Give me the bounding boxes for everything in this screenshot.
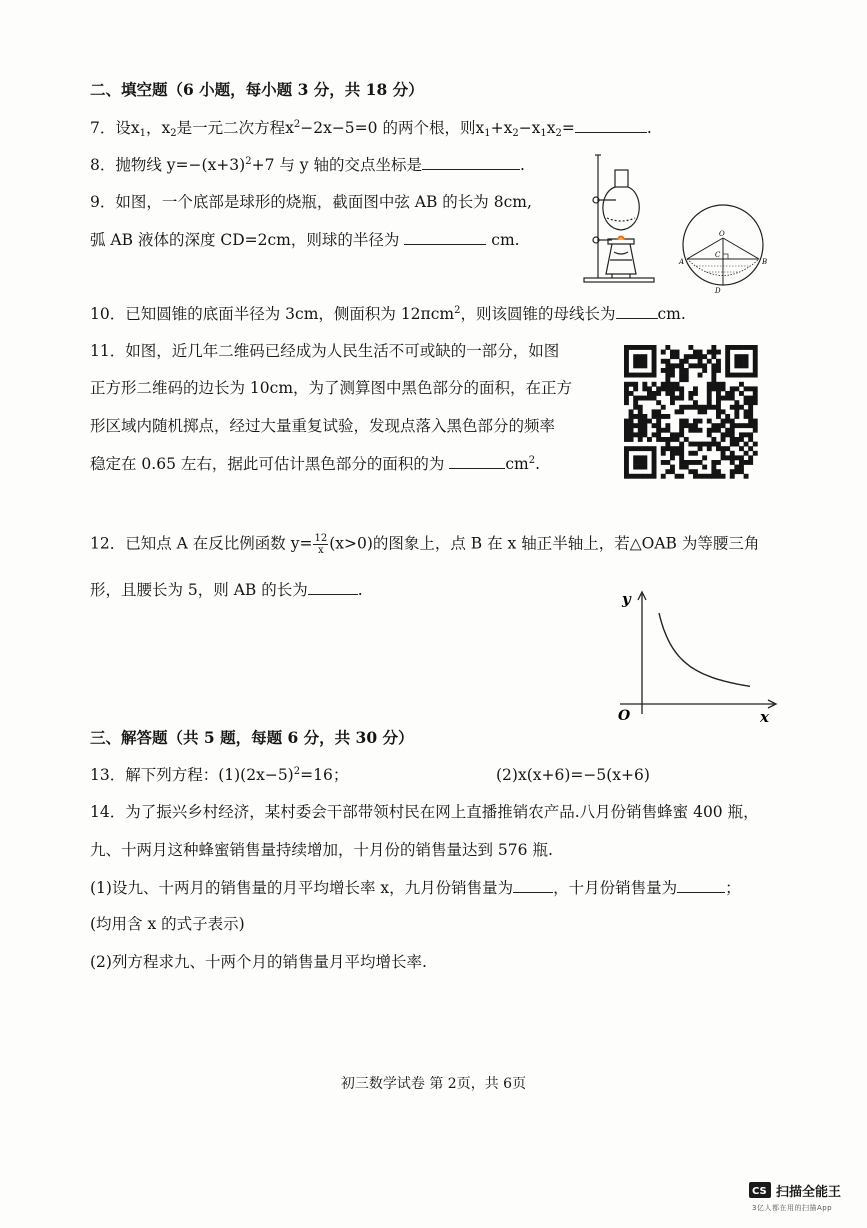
fraction-12-over-x: $\frac{12}{x}$ <box>314 533 328 556</box>
label-c: C <box>715 251 721 259</box>
answer-blank <box>616 303 658 319</box>
page-footer: 初三数学试卷 第 2页，共 6页 <box>340 1076 527 1092</box>
svg-text:CS: CS <box>752 1186 767 1197</box>
label-o: O <box>719 230 725 238</box>
answer-blank <box>422 154 520 170</box>
question-11-line3: 形区域内随机掷点，经过大量重复试验，发现点落入黑色部分的频率 <box>90 417 556 435</box>
answer-blank <box>677 877 725 893</box>
scanner-app-tagline: 3亿人都在用的扫描App <box>752 1204 833 1212</box>
question-14-line3: (1)设九、十两月的销售量的月平均增长率 x，九月份销售量为 ，十月份销售量为 ； <box>90 879 741 897</box>
function-graph <box>612 586 782 726</box>
section-3-heading: 三、解答题（共 5 题，每题 6 分，共 30 分） <box>90 728 414 747</box>
question-8: 8．抛物线 $y=-(x+3)^2+7$ 与 y 轴的交点坐标是 . <box>90 156 525 174</box>
answer-blank <box>575 117 647 133</box>
question-14-line1: 14．为了振兴乡村经济，某村委会干部带领村民在网上直播推销农产品.八月份销售蜂蜜 400 瓶， <box>90 803 759 821</box>
question-13-part1: 13．解下列方程：$(1)(2x-5)^2=16$； <box>90 766 349 784</box>
answer-blank <box>404 229 486 245</box>
camscanner-logo-icon <box>749 1182 771 1198</box>
question-12-line2: 形，且腰长为 5，则 AB 的长为 . <box>90 581 363 599</box>
label-b: B <box>762 258 768 266</box>
question-13-part2: (2)x(x+6)=−5(x+6) <box>496 766 650 784</box>
qr-code-image <box>615 344 767 480</box>
origin-label: O <box>618 708 631 724</box>
question-9-line1: 9．如图，一个底部是球形的烧瓶，截面图中弦 AB 的长为 8cm, <box>90 193 532 211</box>
question-10: 10．已知圆锥的底面半径为 3cm，侧面积为 12πcm$^2$，则该圆锥的母线长为 cm. <box>90 305 686 323</box>
scanner-app-name: 扫描全能王 <box>776 1185 842 1200</box>
question-14-line5: (2)列方程求九、十两个月的销售量月平均增长率. <box>90 953 427 971</box>
question-7: 7．设$x_1$，$x_2$是一元二次方程$x^2-2x-5=0$ 的两个根，则$x_1+x_2-x_1x_2=$ . <box>90 119 652 139</box>
question-12-line1: 12．已知点 A 在反比例函数 y= $\frac{12}{x}$ (x>0)的图象上，点 B 在 x 轴正半轴上，若△OAB 为等腰三角 <box>90 533 760 556</box>
y-label: y <box>622 590 631 608</box>
hyperbola-curve <box>659 613 750 686</box>
flask-figure <box>582 150 662 285</box>
x-label: x <box>760 708 769 726</box>
answer-blank <box>513 877 553 893</box>
question-11-line4: 稳定在 0.65 左右，据此可估计黑色部分的面积的为 $cm^2$. <box>90 455 541 473</box>
question-11-line1: 11．如图，近几年二维码已经成为人民生活不可或缺的一部分，如图 <box>90 342 560 360</box>
question-14-line2: 九、十两月这种蜂蜜销售量持续增加，十月份的销售量达到 576 瓶. <box>90 841 553 859</box>
question-9-line2: 弧 AB 液体的深度 CD=2cm，则球的半径为 cm. <box>90 231 520 249</box>
label-a: A <box>679 258 685 266</box>
circle-figure <box>676 200 772 296</box>
answer-blank <box>449 453 505 469</box>
question-11-line2: 正方形二维码的边长为 10cm，为了测算图中黑色部分的面积，在正方 <box>90 379 573 397</box>
section-2-heading: 二、填空题（6 小题，每小题 3 分，共 18 分） <box>90 80 424 99</box>
label-d: D <box>715 287 721 295</box>
question-14-line4: (均用含 x 的式子表示) <box>90 915 245 933</box>
answer-blank <box>308 579 358 595</box>
